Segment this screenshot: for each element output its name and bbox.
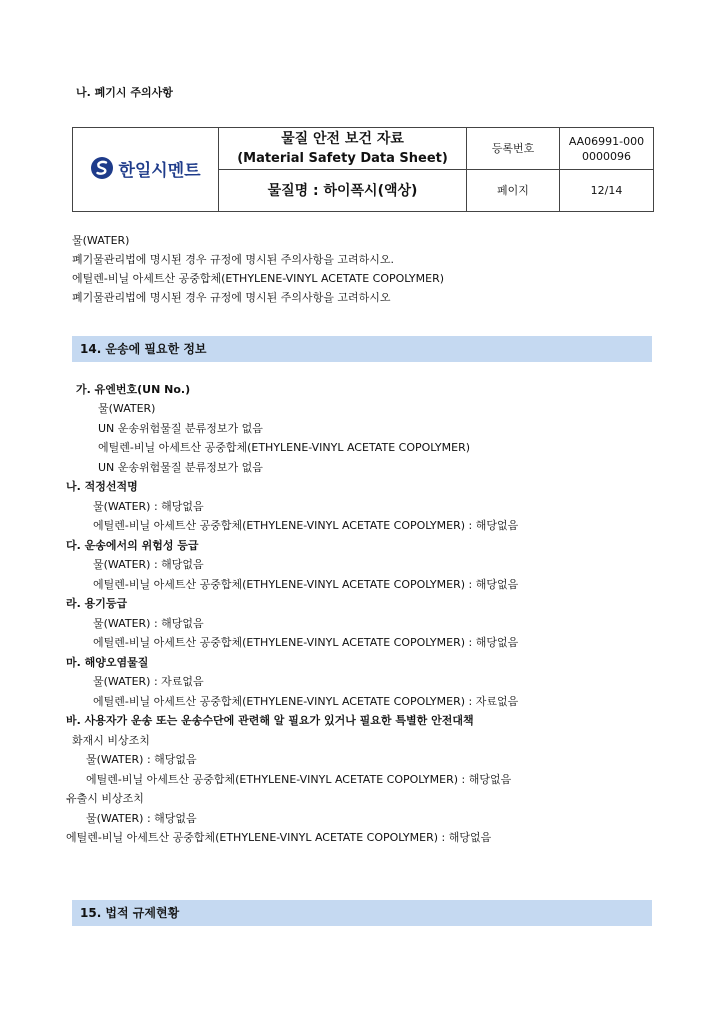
disposal-line: 폐기물관리법에 명시된 경우 규정에 명시된 주의사항을 고려하시오: [72, 291, 391, 304]
registration-number-line-2: 0000096: [582, 149, 631, 163]
section-14-line: 에틸렌-비닐 아세트산 공중합체(ETHYLENE-VINYL ACETATE COPOLYMER) : 해당없음: [93, 519, 519, 532]
section-14-line: 에틸렌-비닐 아세트산 공중합체(ETHYLENE-VINYL ACETATE COPOLYMER): [98, 441, 471, 454]
company-emblem-icon: [90, 156, 114, 180]
document-title-cell: [219, 128, 467, 170]
section-15-title: 15. 법적 규제현황: [80, 906, 180, 920]
section-14-line: 에틸렌-비닐 아세트산 공중합체(ETHYLENE-VINYL ACETATE COPOLYMER) : 해당없음: [86, 773, 512, 786]
section-14-header: [72, 336, 652, 362]
company-name: 한일시멘트: [118, 160, 201, 181]
product-name: 물질명 : 하이폭시(액상): [219, 170, 467, 212]
section-14-line: 물(WATER) : 해당없음: [86, 812, 197, 825]
section-14-line: 에틸렌-비닐 아세트산 공중합체(ETHYLENE-VINYL ACETATE COPOLYMER) : 해당없음: [93, 578, 519, 591]
section-14-line: 물(WATER): [98, 402, 156, 415]
subsection-heading: 마. 해양오염물질: [66, 656, 149, 669]
section-14-line: 에틸렌-비닐 아세트산 공중합체(ETHYLENE-VINYL ACETATE COPOLYMER) : 자료없음: [93, 695, 519, 708]
disposal-precautions-heading: 나. 폐기시 주의사항: [76, 86, 173, 99]
section-14-line: 화재시 비상조치: [72, 734, 150, 747]
registration-label: 등록번호: [467, 128, 560, 170]
page-number: 12/14: [560, 170, 654, 212]
section-15-header: [72, 900, 652, 926]
section-14-line: 물(WATER) : 해당없음: [93, 558, 204, 571]
disposal-line: 물(WATER): [72, 234, 130, 247]
subsection-heading: 라. 용기등급: [66, 597, 128, 610]
msds-header-table: [72, 127, 654, 212]
subsection-heading: 나. 적정선적명: [66, 480, 138, 493]
document-title-english: (Material Safety Data Sheet): [237, 150, 448, 166]
section-14-line: 에틸렌-비닐 아세트산 공중합체(ETHYLENE-VINYL ACETATE COPOLYMER) : 해당없음: [66, 831, 492, 844]
subsection-heading: 가. 유엔번호(UN No.): [76, 383, 191, 396]
document-title-korean: 물질 안전 보건 자료: [281, 130, 404, 147]
section-14-line: UN 운송위험물질 분류정보가 없음: [98, 461, 263, 474]
page-label: 페이지: [467, 170, 560, 212]
section-14-line: 유출시 비상조치: [66, 792, 144, 805]
section-14-line: 물(WATER) : 해당없음: [93, 617, 204, 630]
section-14-line: 물(WATER) : 해당없음: [93, 500, 204, 513]
company-logo: [90, 156, 200, 181]
section-14-title: 14. 운송에 필요한 정보: [80, 342, 207, 356]
section-14-line: 에틸렌-비닐 아세트산 공중합체(ETHYLENE-VINYL ACETATE COPOLYMER) : 해당없음: [93, 636, 519, 649]
subsection-heading: 다. 운송에서의 위험성 등급: [66, 539, 199, 552]
disposal-line: 폐기물관리법에 명시된 경우 규정에 명시된 주의사항을 고려하시오.: [72, 253, 395, 266]
registration-number-line-1: AA06991-000: [568, 134, 645, 148]
section-14-line: UN 운송위험물질 분류정보가 없음: [98, 422, 263, 435]
disposal-line: 에틸렌-비닐 아세트산 공중합체(ETHYLENE-VINYL ACETATE COPOLYMER): [72, 272, 445, 285]
registration-number-cell: [560, 128, 654, 170]
subsection-heading: 바. 사용자가 운송 또는 운송수단에 관련해 알 필요가 있거나 필요한 특별한 안전대책: [66, 714, 474, 727]
section-14-line: 물(WATER) : 해당없음: [86, 753, 197, 766]
section-14-line: 물(WATER) : 자료없음: [93, 675, 204, 688]
company-logo-cell: [73, 128, 219, 212]
